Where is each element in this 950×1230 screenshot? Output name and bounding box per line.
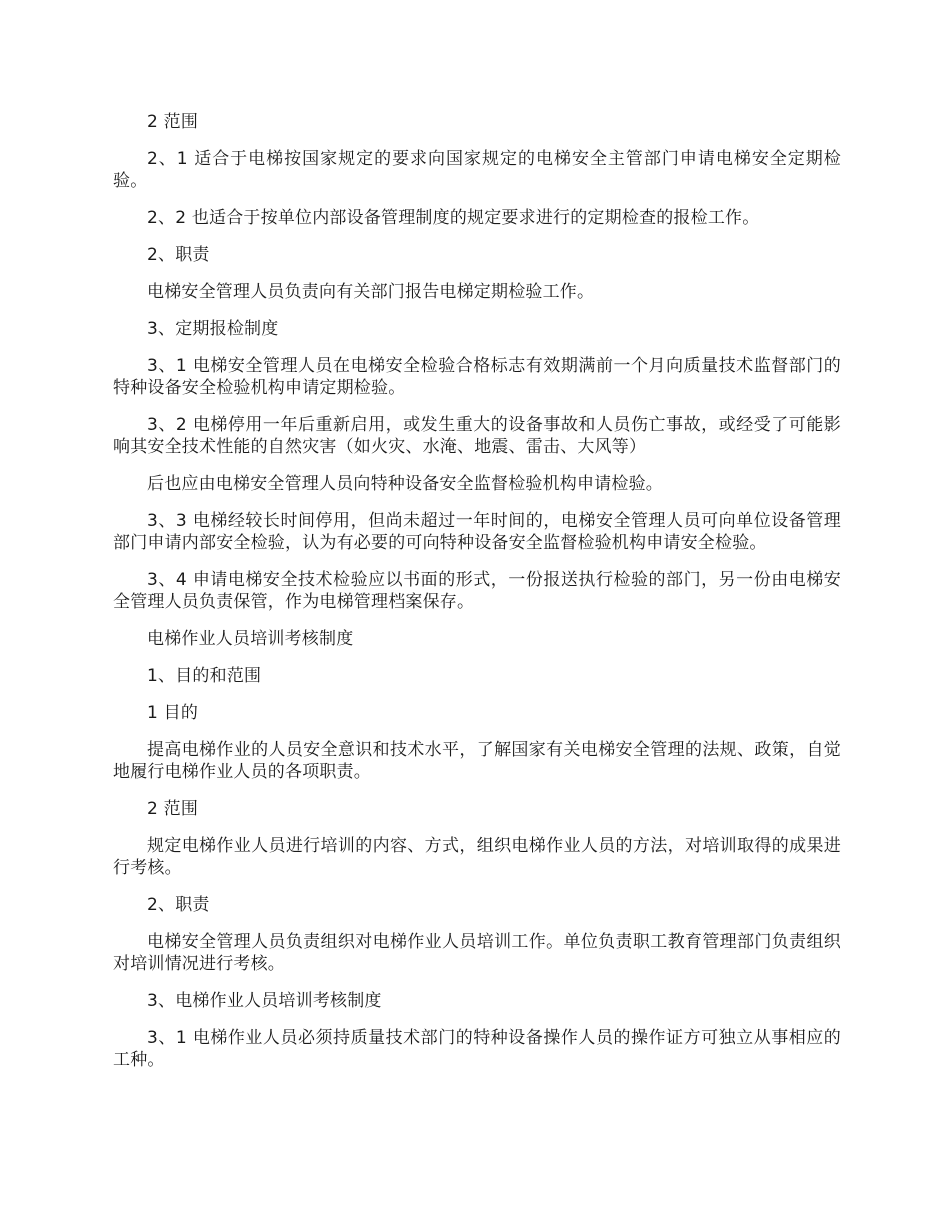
paragraph: 2、2 也适合于按单位内部设备管理制度的规定要求进行的定期检查的报检工作。 [147,208,760,228]
paragraph: 提高电梯作业的人员安全意识和技术水平，了解国家有关电梯安全管理的法规、政策，自觉地履行电梯作业人员的各项职责。 [113,740,841,782]
paragraph: 2 范围 [147,112,199,132]
paragraph: 3、1 电梯作业人员必须持质量技术部门的特种设备操作人员的操作证方可独立从事相应的工种。 [113,1028,841,1070]
paragraph: 电梯作业人员培训考核制度 [147,629,354,649]
paragraph: 1 目的 [147,703,199,723]
paragraph: 电梯安全管理人员负责组织对电梯作业人员培训工作。单位负责职工教育管理部门负责组织对培训情况进行考核。 [113,932,841,974]
paragraph: 3、3 电梯经较长时间停用，但尚未超过一年时间的，电梯安全管理人员可向单位设备管理部门申请内部安全检验，认为有必要的可向特种设备安全监督检验机构申请安全检验。 [113,511,841,553]
paragraph: 3、电梯作业人员培训考核制度 [147,991,382,1011]
paragraph: 3、2 电梯停用一年后重新启用，或发生重大的设备事故和人员伤亡事故，或经受了可能影响其安全技术性能的自然灾害（如火灾、水淹、地震、雷击、大风等） [113,415,841,457]
paragraph: 3、4 申请电梯安全技术检验应以书面的形式，一份报送执行检验的部门，另一份由电梯安全管理人员负责保管，作为电梯管理档案保存。 [113,570,841,612]
paragraph: 2、1 适合于电梯按国家规定的要求向国家规定的电梯安全主管部门申请电梯安全定期检验。 [113,149,841,191]
document-body [113,111,841,1086]
paragraph: 后也应由电梯安全管理人员向特种设备安全监督检验机构申请检验。 [147,474,663,494]
paragraph: 规定电梯作业人员进行培训的内容、方式，组织电梯作业人员的方法，对培训取得的成果进行考核。 [113,836,841,878]
paragraph: 2、职责 [147,895,210,915]
paragraph: 3、1 电梯安全管理人员在电梯安全检验合格标志有效期满前一个月向质量技术监督部门的特种设备安全检验机构申请定期检验。 [113,356,841,398]
paragraph: 2 范围 [147,799,199,819]
paragraph: 电梯安全管理人员负责向有关部门报告电梯定期检验工作。 [147,282,595,302]
paragraph: 3、定期报检制度 [147,319,279,339]
paragraph: 2、职责 [147,245,210,265]
paragraph: 1、目的和范围 [147,666,262,686]
